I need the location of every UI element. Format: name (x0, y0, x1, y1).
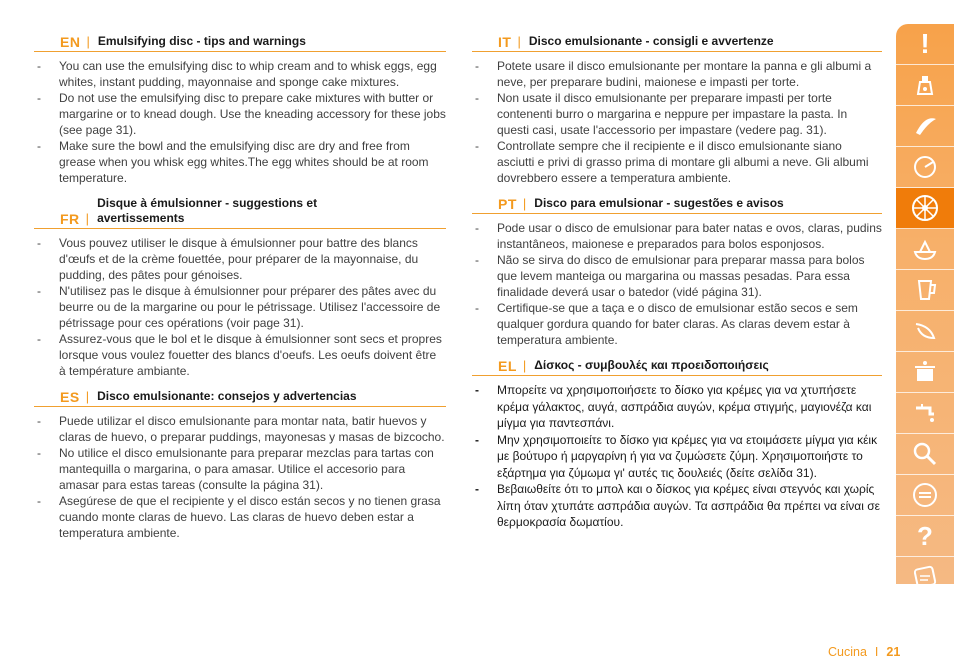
list-item (34, 413, 446, 445)
list-item-text: Make sure the bowl and the emulsifying disc are dry and free from grease when you whisk egg whites.The egg whites should be at room temperature. (59, 139, 429, 185)
footer-separator: I (874, 645, 879, 659)
exclamation-icon: ! (920, 28, 930, 59)
language-code: ES (60, 389, 80, 405)
sidebar-item-disc[interactable] (896, 147, 954, 188)
sidebar-item-guarantee[interactable] (896, 557, 954, 597)
list-item-text: Certifique-se que a taça e o disco de emulsionar estão secos e sem qualquer gordura quando for bater claras. As claras devem estar à temperatura ambiente. (497, 301, 858, 347)
bullet-dash: - (475, 139, 479, 153)
list-item-text: Non usate il disco emulsionante per preparare impasti per torte contenenti burro o margarina e neppure per impastare la pasta. In questi casi, usate l'accessorio per impastare (vedere pag. 31). (497, 91, 848, 137)
bullet-dash: - (475, 383, 479, 397)
list-item-text: You can use the emulsifying disc to whip cream and to whisk eggs, egg whites, instant pudding, mayonnaise and sponge cake mixtures. (59, 59, 437, 89)
list-item (472, 252, 882, 300)
sidebar-item-cooking[interactable] (896, 352, 954, 393)
bullet-dash: - (475, 221, 479, 235)
bullet-dash: - (475, 301, 479, 315)
section-el (472, 358, 882, 531)
guarantee-icon (910, 562, 940, 592)
footer-section-name: Cucina (828, 645, 867, 659)
list-item-text: Do not use the emulsifying disc to prepare cake mixtures with butter or margarine or to knead dough. Use the kneading accessory for these jobs (see page 31). (59, 91, 446, 137)
bullet-dash: - (37, 332, 41, 346)
whisk-icon (910, 316, 940, 346)
blender-icon (910, 275, 940, 305)
sidebar-item-warnings[interactable] (896, 24, 954, 65)
sidebar-item-blender[interactable] (896, 270, 954, 311)
tips-list (472, 382, 882, 531)
sidebar-item-cleaning[interactable] (896, 393, 954, 434)
bullet-dash: - (475, 253, 479, 267)
list-item (472, 382, 882, 432)
list-item (472, 138, 882, 186)
section-heading (34, 34, 446, 52)
list-item-text: Pode usar o disco de emulsionar para bater natas e ovos, claras, pudins instantâneos, maionese e preparados para bolos esponjosos. (497, 221, 882, 251)
disc-icon (910, 152, 940, 182)
bullet-dash: - (475, 482, 479, 496)
list-item (34, 445, 446, 493)
sidebar-item-search[interactable] (896, 434, 954, 475)
emulsifying-disc-icon (910, 193, 940, 223)
tips-list (34, 58, 446, 186)
tips-list (472, 220, 882, 348)
language-code: FR (60, 211, 80, 227)
list-item-text: Não se sirva do disco de emulsionar para preparar massa para bolos que levem manteiga ou margarina ou massas pesadas. Para essa finalidade deverá usar o batedor (vidé página 31). (497, 253, 865, 299)
heading-separator: | (85, 211, 90, 226)
heading-separator: | (522, 196, 527, 211)
language-code: IT (498, 34, 512, 50)
list-item (34, 235, 446, 283)
list-item-text: Puede utilizar el disco emulsionante para montar nata, batir huevos y claras de huevo, o preparar puddings, mayonesas y masas de bizcocho. (59, 414, 445, 444)
section-heading (34, 196, 446, 229)
sidebar-item-food-processor[interactable] (896, 65, 954, 106)
heading-separator: | (522, 358, 527, 373)
recycle-disc-icon (910, 480, 940, 510)
list-item (34, 283, 446, 331)
bullet-dash: - (37, 91, 41, 105)
section-pt (472, 196, 882, 348)
section-heading (34, 389, 446, 407)
list-item (472, 300, 882, 348)
bullet-dash: - (475, 91, 479, 105)
sidebar-item-emulsifying-disc[interactable] (896, 188, 954, 229)
sidebar-item-environment[interactable] (896, 475, 954, 516)
page-number: 21 (886, 645, 901, 659)
section-it (472, 34, 882, 186)
bullet-dash: - (37, 59, 41, 73)
bullet-dash: - (37, 446, 41, 460)
section-title: Δίσκος - συμβουλές και προειδοποιήσεις (534, 358, 769, 372)
list-item (472, 90, 882, 138)
sidebar-item-help[interactable] (896, 516, 954, 557)
list-item (472, 432, 882, 482)
list-item-text: Vous pouvez utiliser le disque à émulsionner pour battre des blancs d'œufs et de la crème fouettée, pour préparer de la mayonnaise, du pudding, des pâtes pour génoises. (59, 236, 419, 282)
section-es (34, 389, 446, 541)
list-item (34, 58, 446, 90)
tap-icon (910, 398, 940, 428)
language-code: EN (60, 34, 81, 50)
right-column (472, 34, 882, 541)
list-item-text: Βεβαιωθείτε ότι το μπολ και ο δίσκος για κρέμες είναι στεγνός και χωρίς λίπη όταν χτυπάτε ασπράδια αυγών. Τα ασπράδια θα πρέπει να είναι σε θερμοκρασία δωματίου. (497, 482, 880, 529)
list-item-text: N'utilisez pas le disque à émulsionner pour préparer des pâtes avec du beurre ou de la margarine ou pour le pétrissage. Utilisez l'accessoire de pétrissage pour ces opérations (voir page 31). (59, 284, 441, 330)
heading-separator: | (86, 34, 90, 49)
question-icon: ? (917, 520, 933, 551)
bullet-dash: - (37, 139, 41, 153)
list-item (472, 58, 882, 90)
list-item (34, 331, 446, 379)
section-heading (472, 34, 882, 52)
list-item (472, 220, 882, 252)
section-title: Disco emulsionante - consigli e avvertenze (528, 34, 774, 48)
section-heading (472, 358, 882, 376)
list-item (34, 493, 446, 541)
food-processor-icon (910, 70, 940, 100)
heading-separator: | (85, 389, 90, 404)
list-item-text: Assurez-vous que le bol et le disque à émulsionner sont secs et propres lorsque vous voulez fouetter des blancs d'oeufs. Les oeufs doivent être à température ambiante. (59, 332, 442, 378)
section-title: Emulsifying disc - tips and warnings (97, 34, 306, 48)
list-item-text: Μπορείτε να χρησιμοποιήσετε το δίσκο για κρέμες για να χτυπήσετε κρέμα γάλακτος, αυγά, ασπράδια αυγών, κρέμα στιγμής, μαγιονέζα και μίγμα για παντεσπάνι. (497, 383, 872, 430)
sidebar-item-citrus-press[interactable] (896, 229, 954, 270)
left-column (34, 34, 446, 551)
list-item (472, 481, 882, 531)
language-code: PT (498, 196, 517, 212)
magnifier-icon (910, 439, 940, 469)
list-item (34, 90, 446, 138)
list-item (34, 138, 446, 186)
sidebar-item-whisk[interactable] (896, 311, 954, 352)
section-title: Disque à émulsionner - suggestions et avertissements (97, 196, 318, 225)
chapter-sidebar (896, 24, 954, 584)
section-title: Disco para emulsionar - sugestões e avisos (534, 196, 784, 210)
section-fr (34, 196, 446, 379)
section-title: Disco emulsionante: consejos y advertencias (97, 389, 357, 403)
list-item-text: Controllate sempre che il recipiente e il disco emulsionante siano asciutti e privi di grasso prima di montare gli albumi a neve. Gli albumi dovrebbero essere a temperatura ambiente. (497, 139, 869, 185)
sidebar-item-blade[interactable] (896, 106, 954, 147)
bullet-dash: - (475, 59, 479, 73)
section-en (34, 34, 446, 186)
tips-list (472, 58, 882, 186)
language-code: EL (498, 358, 517, 374)
tips-list (34, 413, 446, 541)
page-footer (828, 645, 900, 659)
bullet-dash: - (475, 432, 479, 447)
cooking-pot-icon (910, 357, 940, 387)
list-item-text: Asegúrese de que el recipiente y el disco están secos y no tienen grasa cuando monte claras de huevo. Las claras de huevo deben estar a temperatura ambiente. (59, 494, 441, 540)
list-item-text: Μην χρησιμοποιείτε το δίσκο για κρέμες για να ετοιμάσετε μίγμα για κέικ με βούτυρο ή μαργαρίνη ή για να ζυμώσετε ζύμη. Χρησιμοποιήστε το εξάρτημα για ζύμωμα γι' αυτές τις δουλειές (δείτε σελίδα 31). (497, 432, 878, 480)
list-item-text: Potete usare il disco emulsionante per montare la panna e gli albumi a neve, per preparare budini, maionese e impasti per torte. (497, 59, 872, 89)
tips-list (34, 235, 446, 379)
list-item-text: No utilice el disco emulsionante para preparar mezclas para tartas con mantequilla o margarina, o para amasar. Utilice el accesorio para amasar para estas tareas (consulte la página 31). (59, 446, 434, 492)
blade-icon (910, 111, 940, 141)
citrus-press-icon (910, 234, 940, 264)
bullet-dash: - (37, 284, 41, 298)
heading-separator: | (517, 34, 521, 49)
section-heading (472, 196, 882, 214)
bullet-dash: - (37, 494, 41, 508)
bullet-dash: - (37, 414, 41, 428)
bullet-dash: - (37, 236, 41, 250)
